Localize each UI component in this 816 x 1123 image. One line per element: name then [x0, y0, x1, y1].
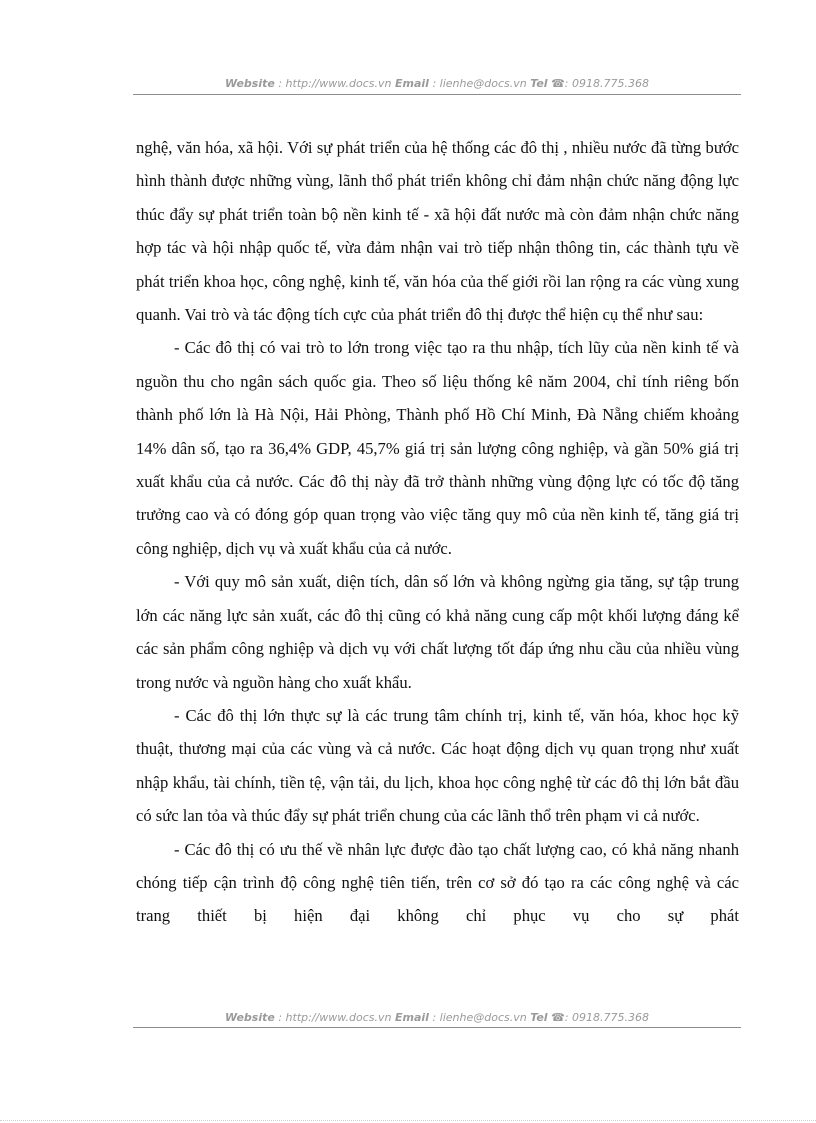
header-divider — [133, 94, 741, 95]
paragraph-bullet-2: - Với quy mô sản xuất, diện tích, dân số lớn và không ngừng gia tăng, sự tập trung lớn các năng lực sản xuất, các đô thị cũng có khả năng cung cấp một khối lượng đáng kể các sản phẩm công nghiệp và dịch vụ với chất lượng tốt đáp ứng nhu cầu của nhiều vùng trong nước và nguồn hàng cho xuất khẩu. — [136, 572, 739, 692]
phone-icon: ☎ — [551, 1011, 565, 1024]
document-body — [136, 131, 739, 933]
footer-email-link[interactable]: : lienhe@docs.vn — [428, 1011, 531, 1024]
header-website-label: Website — [225, 77, 275, 90]
footer-tel-value: : 0918.775.368 — [564, 1011, 649, 1024]
header-email-link[interactable]: : lienhe@docs.vn — [428, 77, 531, 90]
phone-icon: ☎ — [551, 77, 565, 90]
footer-email-label: Email — [395, 1011, 429, 1024]
header-email-label: Email — [395, 77, 429, 90]
page-footer — [133, 1011, 741, 1025]
paragraph-bullet-3: - Các đô thị lớn thực sự là các trung tâm chính trị, kinh tế, văn hóa, khoc học kỹ thuật, thương mại của các vùng và cả nước. Các hoạt động dịch vụ quan trọng như xuất nhập khẩu, tài chính, tiền tệ, vận tải, du lịch, khoa học công nghệ từ các đô thị lớn bắt đầu có sức lan tỏa và thúc đẩy sự phát triển chung của các lãnh thổ trên phạm vi cả nước. — [136, 705, 739, 826]
page-header — [133, 77, 741, 91]
paragraph-intro: nghệ, văn hóa, xã hội. Với sự phát triển của hệ thống các đô thị , nhiều nước đã từng bước hình thành được những vùng, lãnh thổ phát triển không chỉ đảm nhận chức năng động lực thúc đẩy sự phát triển toàn bộ nền kinh tế - xã hội đất nước mà còn đảm nhận chức năng hợp tác và hội nhập quốc tế, vừa đảm nhận vai trò tiếp nhận thông tin, các thành tựu về phát triển khoa học, công nghệ, kinh tế, văn hóa của thế giới rồi lan rộng ra các vùng xung quanh. Vai trò và tác động tích cực của phát triển đô thị được thể hiện cụ thể như sau: — [136, 138, 739, 325]
footer-tel-label: Tel — [530, 1011, 548, 1024]
footer-divider — [133, 1027, 741, 1028]
paragraph-bullet-4: - Các đô thị có ưu thế về nhân lực được đào tạo chất lượng cao, có khả năng nhanh chóng tiếp cận trình độ công nghệ tiên tiến, trên cơ sở đó tạo ra các công nghệ và các trang thiết bị hiện đại không chỉ phục vụ cho sự phát — [136, 839, 739, 926]
page-bottom-edge — [0, 1120, 816, 1121]
header-tel-label: Tel — [530, 77, 548, 90]
footer-website-label: Website — [225, 1011, 275, 1024]
paragraph-bullet-1: - Các đô thị có vai trò to lớn trong việc tạo ra thu nhập, tích lũy của nền kinh tế và nguồn thu cho ngân sách quốc gia. Theo số liệu thống kê năm 2004, chỉ tính riêng bốn thành phố lớn là Hà Nội, Hải Phòng, Thành phố Hồ Chí Minh, Đà Nẵng chiếm khoảng 14% dân số, tạo ra 36,4% GDP, 45,7% giá trị sản lượng công nghiệp, và gần 50% giá trị xuất khẩu của cả nước. Các đô thị này đã trở thành những vùng động lực có tốc độ tăng trưởng cao và có đóng góp quan trọng vào việc tăng quy mô của nền kinh tế, tăng giá trị công nghiệp, dịch vụ và xuất khẩu của cả nước. — [136, 338, 739, 558]
header-website-link[interactable]: : http://www.docs.vn — [274, 77, 396, 90]
header-tel-value: : 0918.775.368 — [564, 77, 649, 90]
footer-website-link[interactable]: : http://www.docs.vn — [274, 1011, 396, 1024]
